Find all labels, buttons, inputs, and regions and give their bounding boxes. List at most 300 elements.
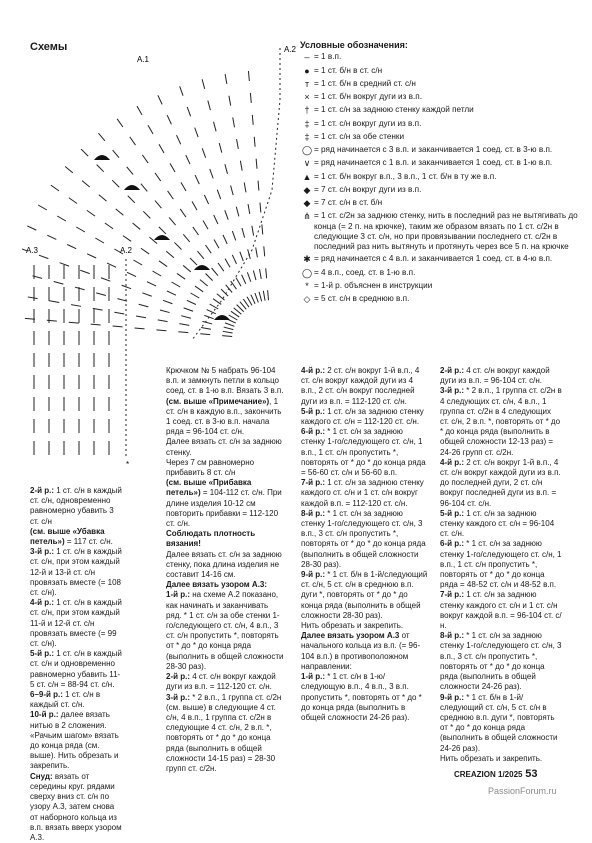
- stitch-mark: [204, 315, 213, 318]
- legend-item: [300, 254, 590, 265]
- stitch-mark: [213, 299, 221, 305]
- instruction-heading: 10-й р.:: [30, 710, 59, 720]
- instruction-paragraph: [440, 366, 562, 386]
- instruction-text: 2 ст. с/н вокруг 1-й в.п., 4 ст. с/н вокруг каждой дуги из в.п. до последней дуги, 2 ст. с/н вокруг последней дуги из в.п. = 96-104 ст. с/н.: [440, 457, 561, 508]
- stitch-mark: [69, 198, 77, 204]
- stitch-mark: [219, 143, 222, 153]
- stitch-mark: [214, 240, 219, 249]
- stitch-mark: [214, 122, 217, 132]
- instructions-column-2: [166, 366, 284, 774]
- stitch-mark: [179, 324, 189, 326]
- instruction-paragraph: [166, 550, 284, 581]
- instructions-column-3: [301, 366, 429, 723]
- instruction-paragraph: [440, 693, 562, 754]
- stitch-mark: [214, 215, 218, 224]
- stitch-mark: [212, 268, 218, 276]
- stitch-mark: [105, 223, 113, 229]
- stitch-mark: [250, 93, 251, 103]
- stitch-mark: [181, 316, 191, 319]
- instruction-text: Далее вязать ст. с/н за заднюю стенку, пока длина изделия не составит 14-16 см.: [166, 549, 282, 580]
- instruction-heading: 2-й р.:: [440, 366, 465, 375]
- instruction-heading: 8-й р.:: [301, 508, 326, 518]
- stitch-mark: [187, 107, 190, 116]
- instruction-heading: Снуд:: [30, 771, 53, 781]
- instruction-paragraph: [301, 570, 429, 621]
- instruction-text: 1 ст. с/н в каждый ст. с/н, одновременно равномерно убавить 3 ст. с/н: [30, 486, 122, 526]
- legend-symbol-icon: ▲: [302, 171, 312, 182]
- legend-item: [300, 132, 590, 143]
- stitch-mark: [197, 251, 203, 259]
- legend-text: = ряд начинается с 1 в.п. и заканчивается 1 соед. ст. в 1-ю в.п.: [314, 158, 553, 168]
- instruction-paragraph: [440, 509, 562, 540]
- instruction-text: * 1 ст. б/н в 1-й/следующий ст. с/н, 5 ст. с/н в среднюю в.п. дуги *, повторять от * до * до конца ряда (выполнить в общей сложности 28-30 раз).: [301, 570, 428, 620]
- stitch-mark: [95, 238, 104, 243]
- legend-item: [300, 198, 590, 209]
- instruction-heading: 5-й р.:: [30, 649, 55, 659]
- stitch-mark: [133, 223, 141, 229]
- stitch-mark: [123, 236, 131, 242]
- instruction-heading: 9-й р.:: [440, 692, 465, 702]
- legend-symbol-icon: ◯: [301, 145, 313, 155]
- stitch-mark: [223, 235, 227, 244]
- instructions-column-4: [440, 366, 562, 764]
- legend-item: [300, 79, 590, 90]
- instruction-heading: Далее вязать узором А.3: [301, 631, 400, 641]
- stitch-mark: [82, 181, 90, 187]
- legend-symbol-icon: ◆: [303, 184, 311, 195]
- instruction-heading: 2-й р.:: [30, 486, 55, 495]
- stitch-mark: [187, 300, 196, 304]
- instruction-paragraph: [301, 427, 429, 478]
- stitch-mark: [203, 220, 208, 229]
- stitch-mark: [51, 185, 59, 191]
- legend-symbol-icon: *: [305, 280, 309, 291]
- instruction-heading: 6-й р.:: [440, 539, 465, 549]
- stitch-mark: [254, 137, 255, 147]
- instruction-text: * 1 ст. с/н за заднюю стенку 1-го/следующего ст. с/н, 3 в.п., 3 ст. с/н пропустить *, повторять от * до * до конца ряда (выполнить в общей сложности 28-30 раз).: [301, 508, 426, 569]
- stitch-mark: [263, 291, 265, 301]
- stitch-mark: [156, 330, 166, 331]
- stitch-mark: [218, 263, 224, 271]
- instruction-paragraph: [301, 478, 429, 509]
- stitch-mark: [141, 184, 147, 192]
- stitch-mark: [152, 271, 161, 276]
- stitch-mark: [255, 293, 258, 302]
- instruction-heading: 5-й р.:: [440, 508, 465, 518]
- stitch-mark: [38, 205, 47, 210]
- instruction-text: = 104-112 ст. с/н. При длине изделия 10-12 см повторить прибавки = 112-120 ст. с/н.: [166, 488, 282, 529]
- stitch-mark: [142, 293, 151, 296]
- instruction-text: * 1 ст. с/н за заднюю стенку 1-го/следующего ст. с/н, 1 в.п., 1 ст. с/н пропустить *, повторять от * до * до конца ряда = 56-60 ст. с/н и 56-60 в.п.: [301, 427, 426, 478]
- stitch-mark: [256, 247, 258, 257]
- stitch-mark: [87, 210, 95, 216]
- legend-symbol-icon: ⋔: [303, 211, 311, 222]
- instruction-heading: (см. выше «Примечание»): [166, 396, 270, 406]
- instruction-text: * 1 ст. с/н за заднюю стенку 1-го/следующего ст. с/н, 3 в.п., 3 ст. с/н пропустить *, повторять от * до * до конца ряда (выполнить в общей сложности 24-26 раз).: [440, 631, 562, 692]
- label-a2-bottom: A.2: [120, 246, 133, 255]
- stitch-mark: [127, 167, 133, 175]
- legend-item: [300, 52, 590, 63]
- stitch-mark: [252, 226, 254, 236]
- instruction-paragraph: [166, 458, 284, 478]
- fan-stitch-mark: [194, 265, 210, 270]
- stitch-mark: [224, 327, 234, 330]
- stitch-mark: [113, 150, 119, 158]
- instruction-heading: 4-й р.:: [440, 457, 465, 467]
- instruction-paragraph: [166, 397, 284, 438]
- instruction-text: 4 ст. с/н вокруг каждой дуги из в.п. = 112-120 ст. с/н.: [166, 672, 276, 692]
- stitch-mark: [202, 321, 212, 324]
- instruction-paragraph: [166, 437, 284, 457]
- stitch-mark: [172, 282, 181, 287]
- fan-stitch-mark: [214, 315, 230, 320]
- stitch-mark: [183, 265, 191, 271]
- label-a2-top: A.2: [284, 45, 297, 54]
- instruction-paragraph: [440, 754, 562, 764]
- stitch-mark: [112, 180, 119, 187]
- instruction-paragraph: [30, 710, 122, 771]
- stitch-mark: [225, 164, 228, 174]
- stitch-mark: [65, 166, 73, 172]
- instruction-text: 2 ст. с/н вокруг 1-й в.п., 4 ст. с/н вокруг каждой дуги из 4 в.п., 2 ст. с/н вокруг последней дуги из в.п. = 112-120 ст. с/н.: [301, 366, 420, 406]
- stitch-mark: [236, 207, 239, 217]
- instruction-text: * 1 ст. с/н за заднюю стенку 1-го/следующего ст. с/н, 1 в.п., 1 ст. с/н пропустить *, повторять от * до * до конца ряда = 48-52 ст. с/н и 48-52 в.п.: [440, 539, 562, 590]
- legend-symbol-icon: ‡: [304, 118, 310, 129]
- stitch-mark: [168, 191, 174, 199]
- section-title: Схемы: [30, 41, 68, 53]
- stitch-mark: [142, 155, 148, 163]
- stitch-mark: [202, 148, 205, 157]
- instruction-paragraph: [166, 366, 284, 397]
- stitch-mark: [167, 115, 171, 124]
- instruction-paragraph: [440, 458, 562, 509]
- stitch-mark: [259, 292, 262, 302]
- stitch-mark: [223, 331, 233, 333]
- stitch-mark: [47, 235, 56, 239]
- stitch-mark: [268, 290, 269, 300]
- instruction-heading: 4-й р.:: [301, 366, 326, 375]
- stitch-mark: [225, 210, 228, 219]
- instruction-heading: Далее вязать узором А.3:: [166, 580, 268, 590]
- stitch-mark: [98, 133, 104, 141]
- instruction-text: 1 ст. с/н за заднюю стенку каждого ст. с/н = 112-120 ст. с/н.: [301, 406, 424, 427]
- instructions-column-1: [30, 486, 122, 843]
- stitch-mark: [81, 149, 88, 156]
- legend-item: [300, 294, 590, 305]
- instruction-text: 1 ст. с/н в каждый ст. с/н, при этом каждый 11-й и 12-й ст. с/н провязать вместе (= 99 ст. с/н).: [30, 598, 122, 649]
- instruction-paragraph: [166, 529, 284, 549]
- legend-item: [300, 268, 590, 279]
- stitch-mark: [169, 217, 175, 225]
- legend-text: = ряд начинается с 4 в.п. и заканчивается 1 соед. ст. в 4-ю в.п.: [314, 254, 553, 264]
- stitch-mark: [258, 181, 259, 191]
- legend-text: = ряд начинается с 3 в.п. и заканчивается 1 соед. ст. в 3-ю в.п.: [314, 145, 553, 154]
- stitch-mark: [128, 196, 135, 203]
- instruction-heading: 3-й р.:: [166, 692, 191, 702]
- stitch-mark: [159, 144, 164, 153]
- stitch-mark: [202, 79, 205, 89]
- stitch-mark: [259, 269, 261, 279]
- instruction-text: от начального кольца из в.п. (= 96-104 в.п.) в противоположном направлении:: [301, 631, 421, 671]
- stitch-mark: [225, 74, 227, 84]
- stitch-mark: [57, 216, 66, 221]
- instruction-heading: 6–9-й р.:: [30, 690, 63, 700]
- stitch-mark: [205, 245, 211, 253]
- instruction-heading: (см. выше «Прибавка петель»): [166, 478, 252, 498]
- legend-symbol-icon: ◯: [301, 267, 313, 278]
- stitch-mark: [248, 204, 250, 214]
- stitch-mark: [130, 137, 136, 145]
- stitch-mark: [252, 115, 253, 125]
- instruction-text: * 1 ст. с/н в 1-ю/следующую в.п., 4 в.п., 3 в.п. пропустить *, повторять от * до * до конца ряда (выполнить в общей сложности 24-26 раз).: [301, 672, 422, 722]
- legend-item: [300, 158, 590, 169]
- stitch-mark: [195, 128, 198, 137]
- instruction-paragraph: [30, 527, 122, 547]
- instruction-paragraph: [30, 649, 122, 690]
- instruction-text: * 1 ст. б/н в 1-й/следующий ст. с/н, 5 ст. с/н в среднюю в.п. дуги *, повторять от * до * до конца ряда (выполнить в общей сложности 24-26 раз).: [440, 692, 558, 753]
- legend-item: [300, 105, 590, 116]
- stitch-mark: [253, 270, 256, 280]
- stitch-mark: [195, 175, 199, 184]
- crochet-diagram-a3: [22, 245, 142, 475]
- instruction-heading: 1-й р.:: [301, 672, 326, 682]
- legend-text: = 1 ст. с/н за заднюю стенку каждой петли: [314, 105, 474, 115]
- stitch-mark: [160, 310, 170, 313]
- stitch-mark: [232, 231, 235, 240]
- instruction-paragraph: [166, 590, 284, 672]
- page-number: 53: [525, 768, 538, 780]
- stitch-mark: [192, 201, 197, 210]
- stitch-mark: [183, 234, 189, 242]
- legend-item: [300, 211, 590, 252]
- stitch-mark: [236, 278, 241, 287]
- stitch-mark: [143, 211, 150, 218]
- instruction-text: 1 ст. с/н в каждый ст. с/н и одновременно равномерно убавить 11-5 ст. с/н = 88-94 ст. с/н.: [30, 649, 122, 689]
- stitch-mark: [200, 280, 208, 286]
- stitch-mark: [193, 227, 199, 235]
- instruction-text: далее вязать нитью в 2 сложения. «Рачьим шагом» вязать до конца ряда (см. выше). Нить обрезать и закрепить.: [30, 710, 119, 771]
- stitch-mark: [201, 327, 211, 329]
- stitch-mark: [186, 155, 190, 164]
- instruction-text: Нить обрезать и закрепить.: [440, 753, 543, 763]
- instruction-paragraph: [440, 590, 562, 631]
- stitch-mark: [244, 182, 246, 192]
- legend-text: = 5 ст. с/н в среднюю в.п.: [314, 294, 410, 303]
- instruction-heading: 5-й р.:: [301, 406, 326, 416]
- instruction-heading: 7-й р.:: [301, 478, 326, 488]
- legend-item: [300, 92, 590, 103]
- instruction-text: , 1 ст. с/н в каждую в.п., закончить 1 соед. ст. в 3-ю в.п. начала ряда = 96-104 ст. с/н.: [166, 396, 282, 437]
- stitch-mark: [225, 323, 234, 326]
- stitch-mark: [195, 286, 203, 292]
- stitch-mark: [147, 282, 156, 286]
- instruction-text: Далее вязать ст. с/н за заднюю стенку.: [166, 437, 282, 457]
- stitch-mark: [167, 291, 176, 295]
- stitch-mark: [158, 320, 168, 322]
- legend-text: = 7 ст. с/н в ст. б/н: [314, 198, 383, 207]
- instruction-heading: 3-й р.:: [440, 386, 465, 396]
- stitch-mark: [176, 135, 180, 144]
- instruction-heading: 6-й р.:: [301, 427, 326, 437]
- legend-symbol-icon: ∨: [303, 158, 311, 169]
- instruction-paragraph: [301, 631, 429, 672]
- instruction-text: 1 ст. с/н в каждый ст. с/н, при этом каждый 12-й и 13-й ст. с/н провязать вместе (= 108 ст. с/н).: [30, 547, 122, 598]
- instruction-paragraph: [301, 407, 429, 427]
- stitch-mark: [248, 71, 249, 81]
- instruction-text: 1 ст. с/н в каждый ст. с/н.: [30, 690, 101, 710]
- instruction-text: 1 ст. с/н за заднюю стенку каждого ст. с/н и 1 ст. с/н вокруг каждой в.п. = 112-120 ст. с/н.: [301, 478, 424, 508]
- legend-text: = 1-й р. объяснен в инструкции: [314, 280, 433, 290]
- stitch-mark: [237, 139, 239, 149]
- legend-symbol-icon: –: [304, 52, 310, 63]
- instruction-paragraph: [440, 631, 562, 692]
- instruction-paragraph: [30, 690, 122, 710]
- stitch-mark: [159, 227, 166, 234]
- stitch-mark: [225, 259, 230, 268]
- legend-title: Условные обозначения:: [300, 40, 408, 50]
- legend-symbol-icon: †: [304, 105, 310, 116]
- instruction-heading: 3-й р.:: [30, 547, 55, 557]
- legend-item: [300, 66, 590, 77]
- stitch-mark: [266, 268, 267, 278]
- legend-symbol-icon: ‡: [304, 131, 310, 142]
- stitch-mark: [170, 163, 175, 172]
- stitch-mark: [191, 293, 200, 298]
- stitch-mark: [240, 161, 242, 171]
- legend-text: = 4 в.п., соед. ст. в 1-ю в.п.: [314, 267, 416, 277]
- stitch-mark: [264, 246, 265, 256]
- stitch-mark: [231, 281, 237, 289]
- legend-list: [300, 52, 590, 305]
- instruction-paragraph: [166, 672, 284, 692]
- instruction-heading: (см. выше «Убавка петель»): [30, 526, 105, 547]
- instruction-text: на схеме А.2 показано, как начинать и заканчивать ряд. * 1 ст. с/н за обе стенки 1-го/следующего ст. с/н, 4 в.п., 3 ст. с/н пропустить *, повторять от * до * до конца ряда (выполнить в общей сложности 28-30 раз).: [166, 590, 284, 671]
- stitch-mark: [206, 274, 213, 281]
- instruction-paragraph: [166, 478, 284, 529]
- stitch-mark: [229, 315, 238, 320]
- stitch-mark: [256, 159, 257, 169]
- stitch-mark: [158, 95, 162, 104]
- stitch-mark: [166, 251, 174, 257]
- legend-text: = 1 ст. б/н в ст. с/н: [314, 65, 383, 75]
- instruction-text: Нить обрезать и закрепить.: [301, 621, 404, 631]
- instruction-heading: 9-й р.:: [301, 570, 326, 580]
- stitch-mark: [148, 125, 153, 134]
- stitch-mark: [200, 334, 210, 335]
- stitch-mark: [184, 308, 193, 311]
- instruction-text: Крючком № 5 набрать 96-104 в.п. и замкнуть петли в кольцо соед. ст. в 1-ю в.п. Вязать 3 в.п.: [166, 366, 284, 396]
- stitch-mark: [222, 336, 232, 337]
- stitch-mark: [217, 190, 220, 199]
- legend-text: = 1 ст. с/н вокруг дуги из в.п.: [314, 118, 422, 128]
- instruction-text: * 2 в.п., 1 группа ст. с/2н в 4 следующих ст. с/н, 4 в.п., 1 группа ст. с/2н в 4 следующих ст. с/н, 2 в.п. *, повторять от * до * до конца ряда (выполнить в общей сложности 12-13 раз) = 24-26 групп ст. с/2н.: [440, 386, 562, 457]
- instruction-paragraph: [30, 598, 122, 649]
- legend-item: [300, 185, 590, 196]
- stitch-mark: [190, 258, 197, 265]
- instruction-text: 1 ст. с/н за заднюю стенку каждого ст. с/н и 1 ст. с/н вокруг каждой в.п. = 96-104 ст. с/н.: [440, 590, 562, 631]
- instruction-paragraph: [301, 621, 429, 631]
- legend-item: [300, 119, 590, 130]
- stitch-mark: [240, 252, 243, 261]
- legend-text: = 1 ст. б/н вокруг дуги из в.п.: [314, 92, 422, 101]
- legend-text: = 1 ст. б/н вокруг в.п., 3 в.п., 1 ст. б/н в ту же в.п.: [314, 171, 497, 181]
- stitch-mark: [180, 86, 183, 95]
- instruction-paragraph: [440, 386, 562, 457]
- label-a1: A.1: [137, 55, 150, 64]
- legend-text: = 1 ст. с/н за обе стенки: [314, 131, 405, 141]
- fan-stitch-mark: [154, 235, 170, 240]
- instruction-text: = 117 ст. с/н.: [64, 537, 113, 547]
- instruction-paragraph: [301, 672, 429, 723]
- stitch-mark: [141, 248, 149, 254]
- stitch-mark: [180, 209, 186, 217]
- legend-text: = 1 ст. с/2н за заднюю стенку, нить в последний раз не вытягивать до конца (= 2 п. на крючке), таким же образом вязать по 1 ст. с/2н в следующие 3 ст. с/н, но при провязывании последнего ст. с/2н в последний раз нить вытянуть и протянуть через все 5 п. на крючке: [314, 211, 578, 251]
- stitch-mark: [163, 300, 172, 303]
- fan-stitch-mark: [94, 155, 110, 160]
- stitch-mark: [208, 100, 211, 110]
- stitch-mark: [97, 165, 104, 172]
- instruction-paragraph: [166, 693, 284, 775]
- legend-symbol-icon: ◆: [303, 198, 311, 208]
- stitch-mark: [174, 242, 181, 249]
- stitch-mark: [210, 304, 219, 309]
- stitch-mark: [247, 297, 252, 306]
- label-a3: A.3: [26, 246, 39, 255]
- instruction-paragraph: [30, 486, 122, 527]
- stitch-mark: [137, 106, 142, 115]
- stitch-mark: [231, 185, 234, 195]
- instruction-paragraph: [440, 539, 562, 590]
- stitch-mark: [155, 173, 161, 181]
- instruction-paragraph: [30, 772, 122, 843]
- watermark: PassionForum.ru: [488, 786, 557, 796]
- stitch-mark: [159, 261, 167, 267]
- stitch-mark: [117, 119, 123, 127]
- stitch-mark: [233, 117, 235, 127]
- fan-stitch-mark: [124, 185, 140, 190]
- legend-item: [300, 281, 590, 292]
- instruction-text: Через 7 см равномерно прибавить 8 ст. с/н: [166, 457, 255, 478]
- stitch-mark: [76, 227, 85, 232]
- stitch-mark: [99, 195, 107, 201]
- instruction-paragraph: [301, 366, 429, 407]
- legend-symbol-icon: ●: [304, 65, 310, 76]
- instruction-paragraph: [301, 509, 429, 570]
- instruction-text: 4 ст. с/н вокруг каждой дуги из в.п. = 96-104 ст. с/н.: [440, 366, 550, 386]
- magazine-footer: [454, 768, 538, 780]
- instruction-heading: 1-й р.:: [166, 590, 191, 600]
- magazine-name: CREAZION 1/2025: [454, 770, 523, 779]
- stitch-mark: [155, 201, 161, 209]
- stitch-mark: [226, 285, 232, 293]
- instruction-text: вязать от середины круг. рядами сверху вниз ст. с/н по узору А.3, затем снова от наборного кольца из в.п. вязать вверх узором А.3.: [30, 771, 122, 842]
- stitch-mark: [262, 224, 263, 234]
- legend-text: = 1 в.п.: [314, 52, 342, 62]
- instruction-heading: 2-й р.:: [166, 672, 191, 682]
- instruction-paragraph: [166, 580, 284, 590]
- stitch-mark: [221, 289, 228, 296]
- stitch-mark: [178, 332, 188, 333]
- stitch-mark: [116, 209, 124, 215]
- instruction-heading: 7-й р.:: [440, 590, 465, 600]
- legend-symbol-icon: т: [304, 78, 310, 89]
- stitch-mark: [251, 295, 255, 304]
- stitch-mark: [247, 272, 250, 281]
- legend-item: [300, 172, 590, 183]
- instruction-text: * 2 в.п., 1 группа ст. с/2н (см. выше) в следующие 4 ст. с/н, 4 в.п., 1 группа ст. с/2н в следующие 4 ст. с/н, 2 в.п. *, повторять от * до * до конца ряда (выполнить в общей сложности 14-15 раз) = 28-30 групп ст. с/2н.: [166, 692, 282, 773]
- star-marker: *: [126, 460, 130, 469]
- legend-text: = 1 ст. б/н в средний ст. с/н: [314, 78, 416, 88]
